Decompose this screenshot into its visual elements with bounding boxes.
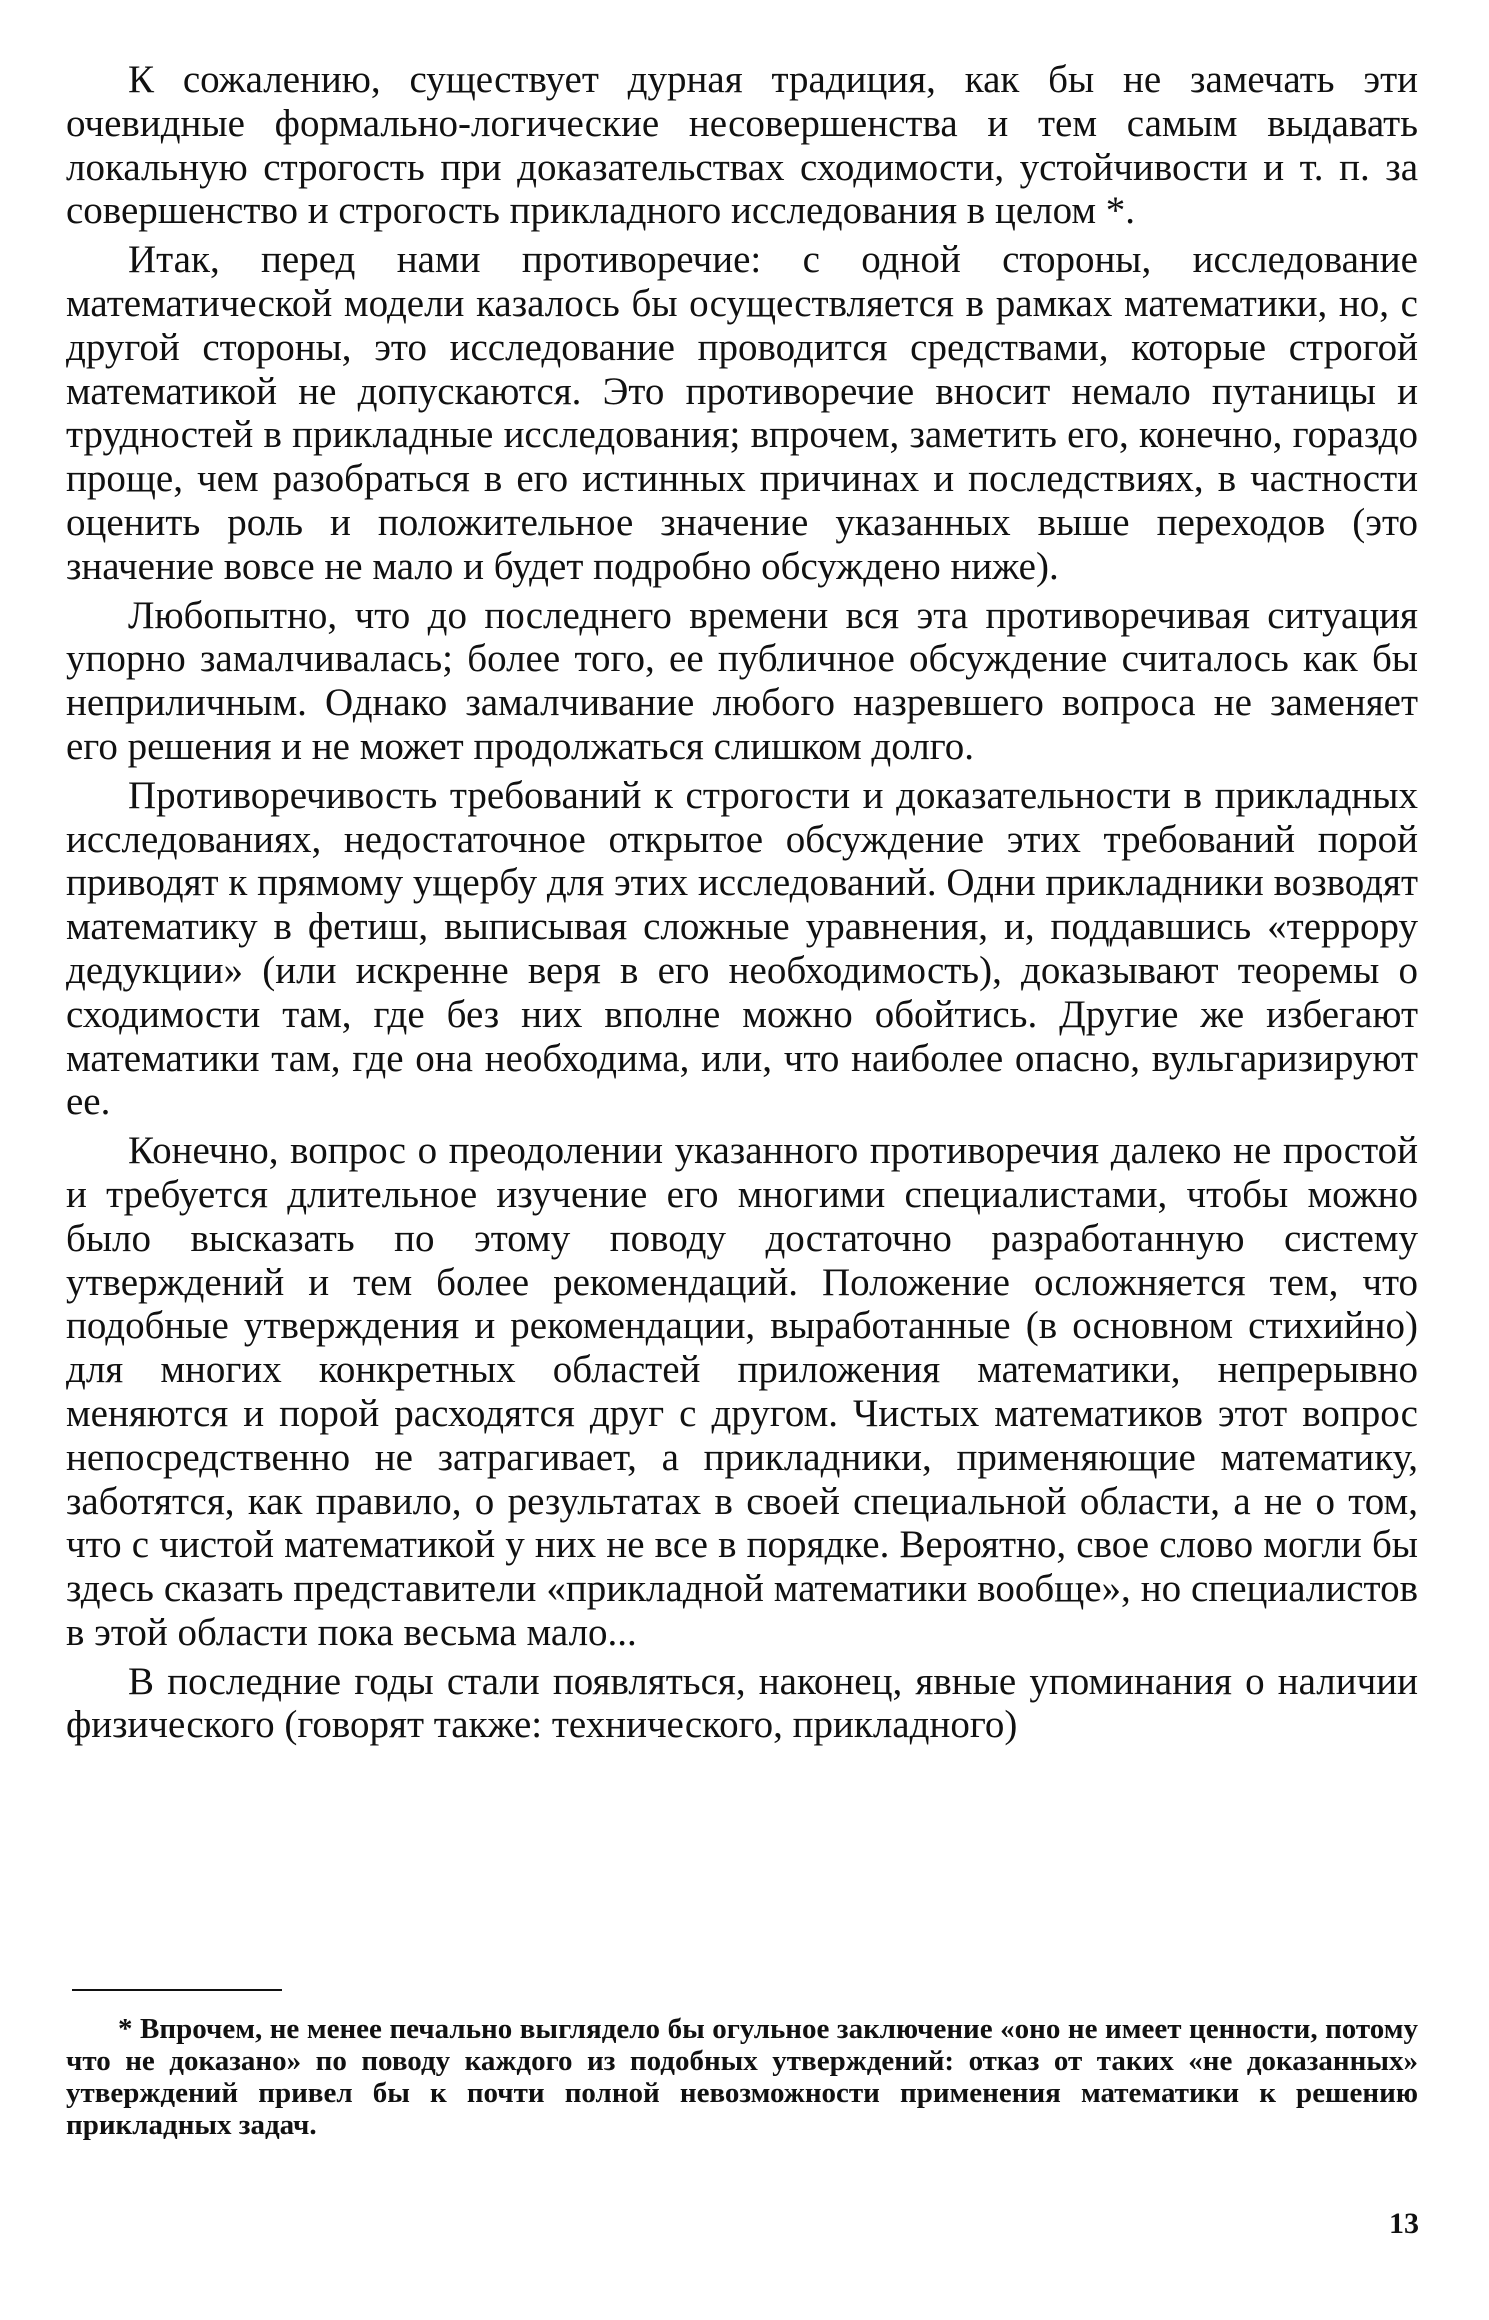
paragraph-5: Конечно, вопрос о преодолении указанного противоречия далеко не простой и требуется длительное изучение его многими специалистами, чтобы можно было высказать по этому поводу достаточно разработанную систему утверждений и тем более рекомендаций. Положение осложняется тем, что подобные утверждения и рекомендации, выработанные (в основном стихийно) для многих конкретных областей приложения математики, непрерывно меняются и порой расходятся друг с другом. Чистых математиков этот вопрос непосредственно не затрагивает, а прикладники, применяющие математику, заботятся, как правило, о результатах в своей специальной области, а не о том, что с чистой математикой у них не все в порядке. Вероятно, свое слово могли бы здесь сказать представители «прикладной математики вообще», но специалистов в этой области пока весьма мало... — [66, 1129, 1418, 1654]
paragraph-3: Любопытно, что до последнего времени вся эта противоречивая ситуация упорно замалчивалась; более того, ее публичное обсуждение считалось как бы неприличным. Однако замалчивание любого назревшего вопроса не заменяет его решения и не может продолжаться слишком долго. — [66, 593, 1418, 768]
paragraph-2: Итак, перед нами противоречие: с одной стороны, исследование математической модели казалось бы осуществляется в рамках математики, но, с другой стороны, это исследование проводится средствами, которые строгой математикой не допускаются. Это противоречие вносит немало путаницы и трудностей в прикладные исследования; впрочем, заметить его, конечно, гораздо проще, чем разобраться в его истинных причинах и последствиях, в частности оценить роль и положительное значение указанных выше переходов (это значение вовсе не мало и будет подробно обсуждено ниже). — [66, 238, 1418, 588]
page-number: 13 — [1389, 2207, 1419, 2240]
footnote: * Впрочем, не менее печально выглядело бы огульное заключение «оно не имеет ценности, потому что не доказано» по поводу каждого из подобных утверждений: отказ от таких «не доказанных» утверждений привел бы к почти полной невозможности применения математики к решению прикладных задач. — [66, 2013, 1418, 2141]
main-text — [66, 58, 1418, 1747]
footnote-divider — [72, 1989, 282, 1991]
paragraph-6: В последние годы стали появляться, наконец, явные упоминания о наличии физического (говорят также: технического, прикладного) — [66, 1659, 1418, 1747]
paragraph-1: К сожалению, существует дурная традиция, как бы не замечать эти очевидные формально-логические несовершенства и тем самым выдавать локальную строгость при доказательствах сходимости, устойчивости и т. п. за совершенство и строгость прикладного исследования в целом *. — [66, 58, 1418, 233]
paragraph-4: Противоречивость требований к строгости и доказательности в прикладных исследованиях, недостаточное открытое обсуждение этих требований порой приводят к прямому ущербу для этих исследований. Одни прикладники возводят математику в фетиш, выписывая сложные уравнения, и, поддавшись «террору дедукции» (или искренне веря в его необходимость), доказывают теоремы о сходимости там, где без них вполне можно обойтись. Другие же избегают математики там, где она необходима, или, что наиболее опасно, вульгаризируют ее. — [66, 773, 1418, 1124]
